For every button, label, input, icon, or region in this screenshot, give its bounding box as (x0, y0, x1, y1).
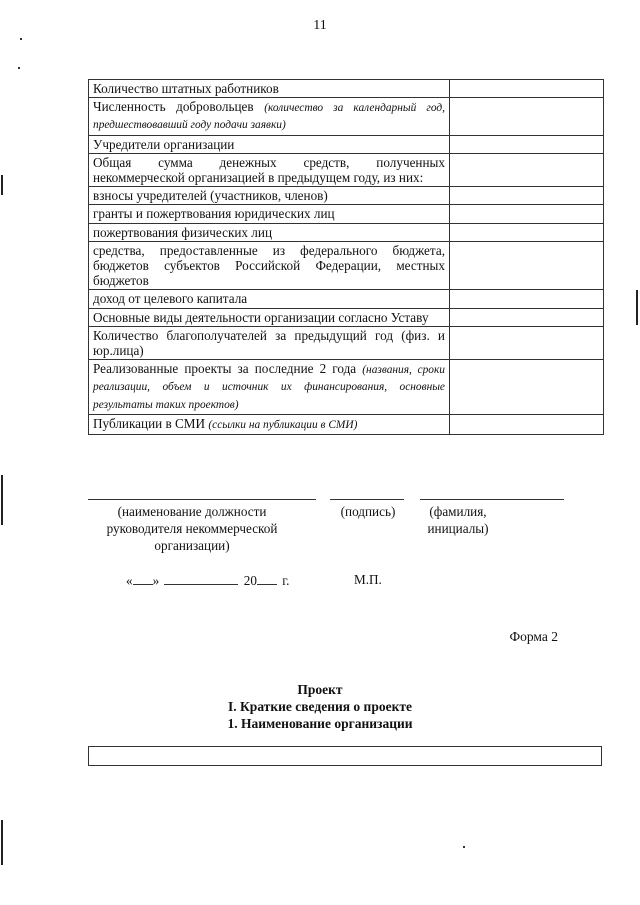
row-label: Численность добровольцев (93, 99, 254, 115)
year-prefix: 20 (243, 573, 257, 588)
month-blank[interactable] (164, 572, 238, 585)
table-row (89, 241, 604, 290)
row-label: Учредители организации (93, 136, 235, 152)
table-row (89, 308, 604, 326)
row-value-cell[interactable] (450, 290, 604, 308)
row-label-cell (89, 223, 450, 241)
day-blank[interactable] (133, 572, 153, 585)
row-label-cell (89, 326, 450, 359)
open-quote: « (126, 573, 133, 588)
row-value-cell[interactable] (450, 414, 604, 434)
signature-line (330, 499, 404, 500)
table-row (89, 153, 604, 186)
close-quote: » (152, 573, 160, 588)
table-row (89, 414, 604, 434)
table-row (89, 290, 604, 308)
row-value-cell[interactable] (450, 80, 604, 98)
row-label: Общая сумма денежных средств, полученных некоммерческой организацией в предыдущем году, из них: (93, 154, 445, 186)
signature-caption: (подпись) (340, 504, 396, 519)
row-note: (ссылки на публикации в СМИ) (208, 418, 358, 431)
row-label-cell (89, 98, 450, 135)
row-label: Реализованные проекты за последние 2 года (93, 361, 357, 377)
form-label: Форма 2 (509, 629, 558, 644)
row-label: Количество благополучателей за предыдущий год (физ. и юр.лица) (93, 327, 445, 359)
table-row (89, 135, 604, 153)
table-row (89, 98, 604, 135)
row-label-cell (89, 135, 450, 153)
row-value-cell[interactable] (450, 153, 604, 186)
scan-edge-mark (1, 475, 3, 525)
row-value-cell[interactable] (450, 241, 604, 290)
row-value-cell[interactable] (450, 326, 604, 359)
year-blank[interactable] (257, 572, 277, 585)
row-label: Основные виды деятельности организации согласно Уставу (93, 309, 429, 325)
row-label-cell (89, 414, 450, 434)
row-label: гранты и пожертвования юридических лиц (93, 206, 335, 222)
scan-speck (20, 38, 22, 40)
scan-edge-mark (1, 820, 3, 865)
scan-edge-mark (1, 175, 3, 195)
row-label: пожертвования физических лиц (93, 224, 272, 240)
scan-edge-mark (636, 290, 638, 325)
table-row (89, 187, 604, 205)
table-row (89, 205, 604, 223)
date-line (126, 572, 289, 589)
row-value-cell[interactable] (450, 98, 604, 135)
project-title: Проект (297, 682, 343, 697)
position-caption: (наименование должности руководителя некоммерческой организации) (106, 504, 278, 553)
row-label-cell (89, 308, 450, 326)
scan-speck (463, 846, 465, 848)
row-label: доход от целевого капитала (93, 291, 248, 307)
row-label: средства, предоставленные из федерального бюджета, бюджетов субъектов Российской Федерации, местных бюджетов (93, 242, 445, 289)
row-label: взносы учредителей (участников, членов) (93, 188, 328, 204)
row-label-cell (89, 290, 450, 308)
row-value-cell[interactable] (450, 308, 604, 326)
row-label-cell (89, 80, 450, 98)
name-signature-line (420, 499, 564, 500)
name-caption: (фамилия, инициалы) (427, 504, 489, 536)
table-row (89, 223, 604, 241)
org-name-field[interactable] (88, 746, 602, 766)
org-name-heading: 1. Наименование организации (227, 716, 413, 731)
stamp-label: М.П. (354, 572, 382, 587)
scan-speck (18, 67, 20, 69)
row-note: (названия, сроки реализации, объем и источник их финансирования, основные результаты таких проектов) (93, 364, 446, 411)
table-row (89, 326, 604, 359)
table-row (89, 80, 604, 98)
row-value-cell[interactable] (450, 135, 604, 153)
project-section-heading: I. Краткие сведения о проекте (228, 699, 412, 714)
row-label-cell (89, 153, 450, 186)
row-label-cell (89, 205, 450, 223)
row-value-cell[interactable] (450, 223, 604, 241)
row-label-cell (89, 241, 450, 290)
row-label-cell (89, 360, 450, 415)
page-number: 11 (313, 18, 327, 33)
row-label-cell (89, 187, 450, 205)
row-value-cell[interactable] (450, 360, 604, 415)
position-signature-line (88, 499, 316, 500)
row-value-cell[interactable] (450, 205, 604, 223)
row-value-cell[interactable] (450, 187, 604, 205)
row-note: (количество за календарный год, предшествовавший году подачи заявки) (93, 102, 446, 132)
row-label: Публикации в СМИ (93, 415, 206, 431)
organization-info-table (88, 79, 604, 435)
year-suffix: г. (282, 573, 290, 588)
row-label: Количество штатных работников (93, 81, 279, 96)
table-row (89, 360, 604, 415)
